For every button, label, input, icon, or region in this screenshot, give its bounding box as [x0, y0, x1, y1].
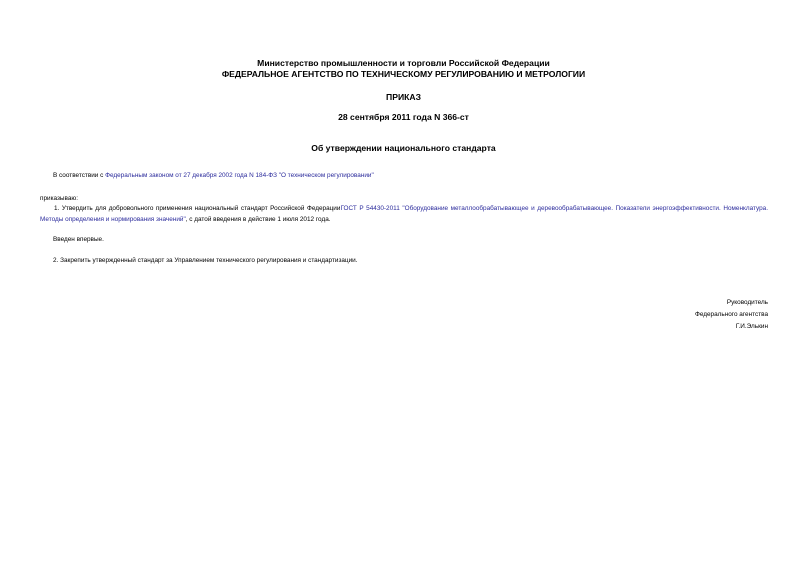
document-subject: Об утверждении национального стандарта [311, 143, 496, 153]
introduced-first-note: Введен впервые. [53, 236, 104, 243]
item-1-paragraph [40, 203, 768, 225]
signature-title-line-2: Федерального агентства [694, 311, 768, 318]
standard-link[interactable]: ГОСТ Р 54430-2011 "Оборудование металлообрабатывающее и деревообрабатывающее. Показатели энергоэффективности. Номенклатура. Методы определения и нормирования значений" [40, 205, 768, 223]
law-link[interactable]: Федеральным законом от 27 декабря 2002 года N 184-ФЗ "О техническом регулировании" [105, 172, 374, 179]
item-1-suffix: , с датой введения в действие 1 июля 2012 года. [185, 216, 331, 223]
document-type: ПРИКАЗ [386, 92, 421, 102]
signature-name: Г.И.Элькин [735, 323, 768, 330]
ministry-heading: Министерство промышленности и торговли Российской Федерации [257, 58, 550, 68]
intro-prefix: В соответствии с [53, 172, 106, 179]
signature-title-line-1: Руководитель [726, 299, 768, 306]
item-2-paragraph: 2. Закрепить утвержденный стандарт за Управлением технического регулирования и стандартизации. [53, 257, 358, 264]
item-1-prefix: 1. Утвердить для добровольного применения национальный стандарт Российской Федерации [54, 205, 341, 212]
agency-heading: ФЕДЕРАЛЬНОЕ АГЕНТСТВО ПО ТЕХНИЧЕСКОМУ РЕГУЛИРОВАНИЮ И МЕТРОЛОГИИ [221, 69, 586, 79]
intro-paragraph [53, 170, 781, 181]
order-word: приказываю: [40, 195, 78, 202]
document-date-number: 28 сентября 2011 года N 366-ст [338, 112, 469, 122]
